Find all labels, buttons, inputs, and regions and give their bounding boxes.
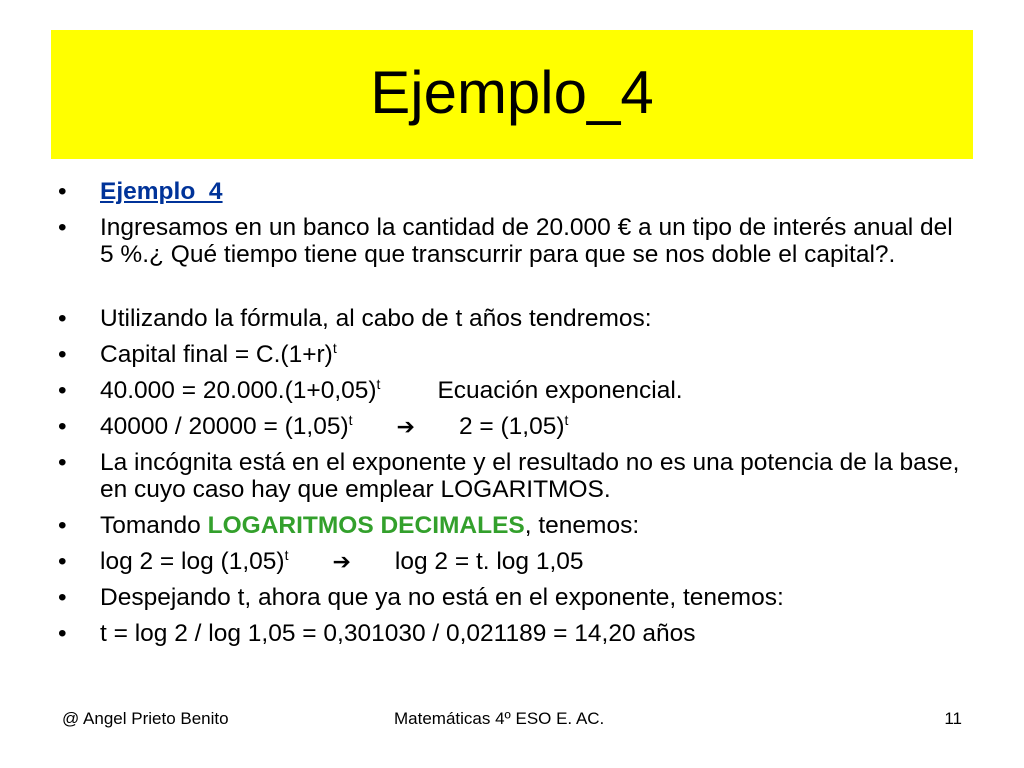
bullet-item [58,305,963,332]
bullet-marker: • [58,178,67,205]
bullet-text: Tomando [100,512,208,539]
bullet-item [58,413,963,440]
bullet-item [58,449,963,503]
bullet-text: 40.000 = 20.000.(1+0,05) [100,377,377,404]
bullet-text: Utilizando la fórmula, al cabo de t años tendremos: [100,305,652,332]
bullet-list [58,178,963,656]
bullet-item [58,584,963,611]
bullet-marker: • [58,620,67,647]
bullet-marker: • [58,377,67,404]
footer-course: Matemáticas 4º ESO E. AC. [394,709,605,728]
bullet-marker: • [58,548,67,575]
exponent-superscript: t [284,546,289,563]
bullet-heading-link[interactable]: Ejemplo_4 [100,178,223,205]
right-arrow-icon: ➔ [396,414,415,439]
bullet-item [58,512,963,539]
bullet-item [58,548,963,575]
highlighted-term: LOGARITMOS DECIMALES [207,512,525,539]
bullet-item [58,377,963,404]
bullet-marker: • [58,341,67,368]
exponent-superscript: t [376,375,381,392]
bullet-marker: • [58,584,67,611]
slide-number: 11 [944,709,962,728]
bullet-marker: • [58,449,67,476]
bullet-text: La incógnita está en el exponente y el resultado no es una potencia de la base, en cuyo caso hay que emplear LOGARITMOS. [100,449,960,503]
bullet-text: Ingresamos en un banco la cantidad de 20.000 € a un tipo de interés anual del 5 %.¿ Qué tiempo tiene que transcurrir para que se nos doble el capital?. [100,214,953,268]
footer-author: @ Angel Prieto Benito [62,709,229,728]
exponent-superscript: t [332,339,337,356]
bullet-marker: • [58,413,67,440]
bullet-marker: • [58,305,67,332]
slide-footer [62,707,962,731]
bullet-item [58,178,963,205]
exponent-superscript: t [564,411,569,428]
bullet-text: , tenemos: [524,512,640,539]
title-banner [51,30,973,159]
slide-title: Ejemplo_4 [370,58,654,126]
bullet-text: t = log 2 / log 1,05 = 0,301030 / 0,021189 = 14,20 años [100,620,696,647]
bullet-marker: • [58,512,67,539]
bullet-item [58,341,963,368]
bullet-item [58,214,963,268]
right-arrow-icon: ➔ [332,549,351,574]
exponent-superscript: t [348,411,353,428]
bullet-marker: • [58,214,67,241]
bullet-text: log 2 = log (1,05) [100,548,285,575]
bullet-text: log 2 = t. log 1,05 [394,548,584,575]
bullet-text: 40000 / 20000 = (1,05) [100,413,349,440]
bullet-text: Despejando t, ahora que ya no está en el exponente, tenemos: [100,584,784,611]
bullet-text: Capital final = C.(1+r) [100,341,333,368]
bullet-text: Ecuación exponencial. [437,377,683,404]
bullet-item [58,620,963,647]
bullet-text: 2 = (1,05) [458,413,565,440]
